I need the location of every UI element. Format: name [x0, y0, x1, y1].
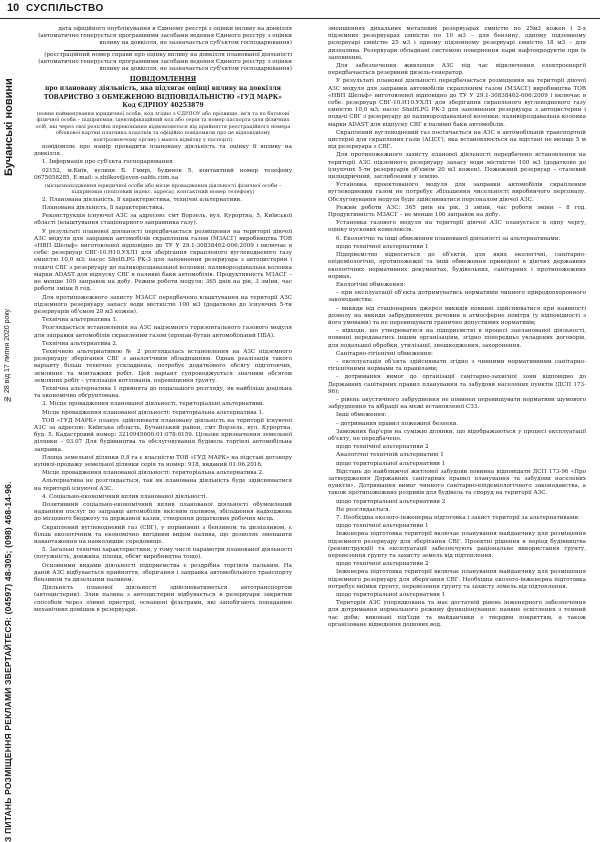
paragraph: Технічна альтернатива 2.: [42, 340, 118, 347]
paragraph: Інженерна підготовка території включає планування майданчику для розміщення підземного резервуару для зберігання СВГ. Необхідна еколого-інженерна підготовка потребує виїмки ґрунту, перевезення ґрунту та захисту земель від підтоплення.: [328, 569, 586, 590]
paragraph: Екологічні обмеження:: [336, 281, 406, 288]
issue-info: № 28 від 17 липня 2020 року: [4, 308, 11, 402]
paragraph: Реконструкція існуючої АЗС за адресою: смт Ворзель, вул. Курортна, 5, Київської області (влаштування стаціонарного заправника газу).: [34, 213, 292, 227]
paragraph: Відстань до найближчої житлової забудови повинна відповідати ДСП 173-96 «Про затвердження Державних санітарних правил планування та забудови населених пунктів». Дотримання вимог чинного санітарно-епідеміологічного законодавства, а також протипожежних розривів для будівель та споруд на території АЗС.: [328, 468, 586, 497]
paragraph: Планована діяльність, її характеристика.: [42, 205, 165, 212]
paragraph: 7. Необхідна еколого-інженерна підготовка і захист території за альтернативами:: [336, 515, 580, 521]
paragraph: Для протипожежного захисту МЗАСГ передбачено влаштування на території АЗС підземного резервуару запасу води місткістю 100 м3 (додатково до існуючих 5-ти резервуарів об'ємом 20 м3 кожен).: [34, 294, 292, 315]
paragraph: Технічна альтернатива 1 прийнята до подальшого розгляду, як найбільш доцільна та економічно обґрунтована.: [34, 385, 292, 400]
paragraph: Підприємство відноситься до об'єктів, для яких екологічні, санітарно-епідеміологічні, протипожежні та інші обмеження приведені в діючих державних екологічних нормативних документах, будівельних, санітарних і протипожежних нормах.: [328, 252, 586, 280]
paragraph: щодо технічної альтернативи 2: [336, 444, 429, 451]
paragraph: Санітарно-гігієнічні обмеження:: [336, 350, 433, 357]
paragraph: щодо технічної альтернативи 1: [336, 243, 429, 250]
paragraph: – при експлуатації об'єкта дотримуватись нормативів чинного природоохоронного законодавства;: [328, 290, 586, 304]
paragraph: Розглядається встановлення на АЗС надземного горизонтального газового модуля для заправки автомобілів скрапленим газом (пропан-бутан автомобільний ПБА).: [34, 325, 292, 339]
paragraph: 4. Соціально-економічний вплив планованої діяльності.: [42, 493, 208, 500]
paragraph: 02152, м.Київ, вулиця Б. Гмирі, будинок 5, контактний номер телефону 0675058285, E-mail: s.zhilkov@even-oafds.com.ua: [34, 167, 292, 181]
ads-contact: З ПИТАНЬ РОЗМІЩЕННЯ РЕКЛАМИ ЗВЕРТАЙТЕСЯ: (04597) 48-305; (098) 468-14-96.: [3, 481, 13, 842]
paragraph: Основними видами діяльності підприємства є роздрібна торгівля пальним. На даній АЗС відбувається прийняття, зберігання і заправка автомобільного транспорту бензином та дизельним паливом.: [34, 562, 292, 584]
paragraph: ТОВ «ГУД МАРК» планує здійснювати плановану діяльність на території існуючої АЗС за адресою: Київська область, Бучанський район, смт Ворзель, вул. Курортна, буд. 5. Кадастровий номер: 3210945600:01:078:0159. Цільове призначення земельної ділянки – 03.07 Для будівництва та обслуговування будівель торгівлі автомобільна заправка.: [34, 417, 292, 453]
paragraph: Не розглядається.: [336, 506, 391, 513]
paragraph: Місце провадження планованої діяльності: територіальна альтернатива 1.: [42, 409, 264, 416]
intro-1: дата офіційного опублікування в Єдиному реєстрі з оцінки впливу на довкілля (автоматично генерується програмними засобами ведення Єдиного реєстру з оцінки впливу на довкілля, не зазначається суб'єктом господарювання): [38, 26, 292, 47]
paragraph: – дотримання вимог до організації санітарно-захисної зони відповідно до Державних санітарних правил планування та забудови населених пунктів (ДСП 173-96);: [328, 374, 586, 395]
intro-2: (реєстраційний номер справи про оцінку впливу на довкілля планованої діяльності (автоматично генерується програмними засобами ведення Єдиного реєстру з оцінки впливу на довкілля, не зазначається суб'єктом господарювання): [38, 51, 292, 73]
company-name: ТОВАРИСТВО З ОБМЕЖЕНОЮ ВІДПОВІДАЛЬНІСТЮ «ГУД МАРК»: [43, 93, 283, 101]
paragraph: щодо технічної альтернативи 1: [336, 523, 429, 530]
paragraph: 5. Загальні технічні характеристики, у тому числі параметри планованої діяльності (потужність, довжина, площа, обсяг виробництва тощо).: [34, 547, 292, 561]
paragraph: 1. Інформація про суб'єкта господарювання: [42, 159, 173, 166]
paragraph: – відходи, що утворюватися на підприємстві в процесі запланованої діяльності, повинні передаватись іншим організаціям, згідно попередньо укладених договорів, для подальшої обробки, утилізації, знешкодження, захоронення.: [328, 328, 586, 349]
page-number: 10: [7, 2, 20, 14]
paragraph: Територія АЗС упорядкована та має достатній рівень інженерного забезпечення для дотримання нормального режиму функціонування: наявне освітлення з темний час доби; виконані під'їзди та майданчики з твердим покриттям, а також організоване відведення дощових вод.: [328, 600, 586, 628]
paragraph: – дотримання правил пожежної безпеки.: [336, 420, 459, 427]
right-column: [328, 26, 586, 826]
paragraph: У результаті планової діяльності передбачається розміщення на території діючої АЗС модуля для заправки автомобілів скрапленим газом (МЗАСГ) виробництва ТОВ «НВП Шельф» виготовленої відповідно до ТУ У 29.1-30838462-006:2009 і включає в себе: резервуар СВГ-10.Н10.УХЛ1 для зберігання скрапленого вуглеводневого газу ємністю 10,0 м3; насос ShelfLPG РК-3 для заповнення резервуара з автоцистерни і подачі СВГ з резервуару до паливороздавальної колонки; паливороздавальна колонка марки ADAST для відпуску СВГ в паливні баки автомобілів.: [328, 78, 586, 128]
paragraph: Скраплений вуглеводневий газ (СВГ), у порівнянні з бензином та дизпаливом, є більш екологічним та економічно вигідним видом палива, що дозволяє зменшити навантаження на навколишнє середовище.: [34, 524, 292, 545]
paragraph: повідомляє про намір провадити плановану діяльність та оцінку її впливу на довкілля.: [34, 144, 292, 158]
paragraph: Позитивний соціально-економічний вплив планованої діяльності обумовлений наданням послуг по заправці автомобілів якісним паливом, збільшення надходжень до місцевого бюджету та державної казни, створення додаткових робочих місць.: [34, 501, 292, 523]
company-code: Код ЄДРПОУ 40253879: [122, 102, 204, 110]
paragraph: Заможних бар'єрів на суміжні ділянки, що відображаються у процесі експлуатації об'єкту, не передбачено.: [328, 428, 586, 442]
code-note: (повне найменування юридичної особи, код згідно з ЄДРПОУ або прізвище, ім'я та по батькові фізичної особи – підприємця, ідентифікаційний код або серія та номер паспорта (для фізичних осіб, які через свої релігійні переконання відмовляються від прийняття реєстраційного номера облікової картки платника податків та офіційно повідомили про це відповідному контролюючому органу і мають відмітку у паспорті): [35, 111, 291, 143]
notice-title: ПОВІДОМЛЕННЯ: [129, 75, 197, 84]
page-header: [0, 0, 600, 19]
notice-subtitle: про плановану діяльність, яка підлягає оцінці впливу на довкілля: [45, 85, 281, 93]
paragraph: Технічною альтернативою № 2 розглядалась встановлення на АЗС підземного резервуару зберігання СВГ з аналогічним обладнанням. Однак реалізація такого варіанту більш технічно ускладнена, потребує додаткового обсягу підготовчих, земляних та монтажних робіт. Цей варіант супроводжується значним обсягом земляних робіт – утилізація котлованів, переміщення ґрунту.: [34, 348, 292, 384]
paragraph: Площа земельної ділянки 0,8 га є власністю ТОВ «ГУД МАРК» на підставі договору купівлі-продажу земельної ділянки серія та номер: 918, виданий 01.06.2016.: [34, 454, 292, 468]
paragraph: щодо територіальної альтернативи 2: [336, 498, 446, 505]
newspaper-brand: Бучанські новини: [3, 78, 15, 176]
paragraph: Діяльність планової діяльності здійснюватиметься автотранспортом (автоцистерни). Злив палива з автоцистерни відбувається в резервуари закритим способом через зливні пристрої, оснащені фільтрами, які запобігають попаданню механічних домішок в резервуари.: [34, 585, 292, 613]
sidebar: [0, 22, 26, 842]
paragraph: Для забезпечення живлення АЗС під час відключення електроенергії передбачається резервний дизель-генератор.: [328, 63, 586, 77]
paragraph: – експлуатація об'єкта здійснювати згідно з чинними нормативними санітарно-гігієнічними нормами та правилами;: [328, 358, 586, 373]
paragraph: щодо технічної альтернативи 2: [336, 561, 429, 568]
paragraph: щодо територіальної альтернативи 1: [336, 592, 446, 599]
paragraph: Установка проектованого модуля для заправки автомобілів скрапленим вуглеводневим газом не потребує збільшення чисельності виробничого персоналу. Обслуговування модуля буде здійснюватися персоналом діючої АЗС.: [328, 182, 586, 203]
paragraph: зменшеннях дихальних металевих резервуарах ємністю по 25м3 кожен і 2-х підземних резервуарах ємністю по 10 м3 – для бензину, одному підземному резервуарі ємністю 25 м3 і одному підземному резервуарі ємністю 18 м3 – для дизпалива. Резервуари обладнані системою повернення пари нафтопродуктів при їх заповненні.: [328, 26, 586, 61]
paragraph: Місце провадження планованої діяльності: територіальна альтернатива 2.: [42, 470, 264, 477]
paragraph: Скраплений вуглеводневий газ постачається на АЗС в автомобільній транспортній цистерні для скраплених газів (АЦСГ), яка встановлюється на відстані не менше 5 м від резервуара з СВГ.: [328, 129, 586, 151]
paragraph: Аналогічні технічній альтернативі 1: [336, 452, 444, 459]
paragraph: Інші обмеження:: [336, 412, 387, 419]
paragraph: Інженерна підготовка території включає планування майданчику для розміщення підземного резервуару для зберігання СВГ. Проектні рішення в період будівництва (реконструкції) та експлуатації забезпечують раціональне використання ґрунту, перевезення ґрунту та захисту земель від підтоплення.: [328, 531, 586, 560]
paragraph: Технічна альтернатива 1.: [42, 317, 118, 324]
left-column: [34, 26, 292, 826]
paragraph: Альтернатива не розглядається, так як планована діяльність буде здійснюватися на території існуючої АЗС.: [34, 478, 292, 492]
section-title: СУСПІЛЬСТВО: [26, 3, 104, 14]
paragraph: 3. Місце провадження планованої діяльності, територіальні альтернативи.: [42, 401, 265, 408]
paragraph: У результаті планової діяльності передбачається розміщення на території діючої АЗС модуля для заправки автомобілів скрапленим газом (МЗАСГ) виробництва ТОВ «НВП Шельф» виготовленої відповідно до ТУ У 29.1-30838462-006:2009 і включає в себе: резервуар СВГ-10.Н10.УХЛ1 для зберігання скрапленого вуглеводневого газу ємністю 10,0 м3; насос ShelfLPG РК-3 для заповнення резервуара з автоцистерни і подачі СВГ з резервуару до паливороздавальної колонки; паливороздавальна колонка марки ADAST для відпуску СВГ в паливні баки автомобілів. Продуктивність МЗАСГ – не менше 100 заправок на добу. Режим роботи модуля: 365 днів на рік, 3 зміни, час роботи зміни 8 год.: [34, 228, 292, 293]
paragraph: – викиди від стаціонарних джерел викидів повинні здійснюватися при наявності дозволу на викиди забруднюючих речовин в атмосферне повітря (у відповідності з його умовами) та не перевищувати гранично допустимих нормативів;: [328, 305, 586, 326]
paragraph: – рівень акустичного забруднення не повинен перевищувати нормативи шумового забруднення та вібрації на межі встановленої СЗЗ.: [328, 396, 586, 411]
divider: [64, 50, 262, 51]
paragraph-note: (місцезнаходження юридичної особи або місце провадження діяльності фізичної особи – підприємця (поштовий індекс, адреса), контактний номер телефону): [44, 183, 282, 196]
paragraph: Для протипожежного захисту планової діяльності передбачено встановлення на території АЗС підземного резервуару запасу води місткістю 100 м3 (додатково до існуючих 5-ти резервуарів об'ємом 20 м3 кожен). Пожежний резервуар – сталевий циліндричний, заглиблений у землю.: [328, 152, 586, 181]
paragraph: 2. Планована діяльність, її характеристика, технічні альтернативи.: [42, 196, 242, 203]
paragraph: Установка газового модуля на території діючої АЗС планується в одну чергу, оцінку пускових комплексів.: [328, 220, 586, 234]
paragraph: 6. Екологічні та інші обмеження планованої діяльності за альтернативами:: [336, 235, 561, 242]
paragraph: Режим роботи АЗС: 365 днів на рік, 3 зміни, час роботи зміни – 8 год. Продуктивність МЗАСГ – не менше 100 заправок на добу.: [328, 204, 586, 219]
paragraph: щодо територіальної альтернативи 1: [336, 460, 446, 467]
